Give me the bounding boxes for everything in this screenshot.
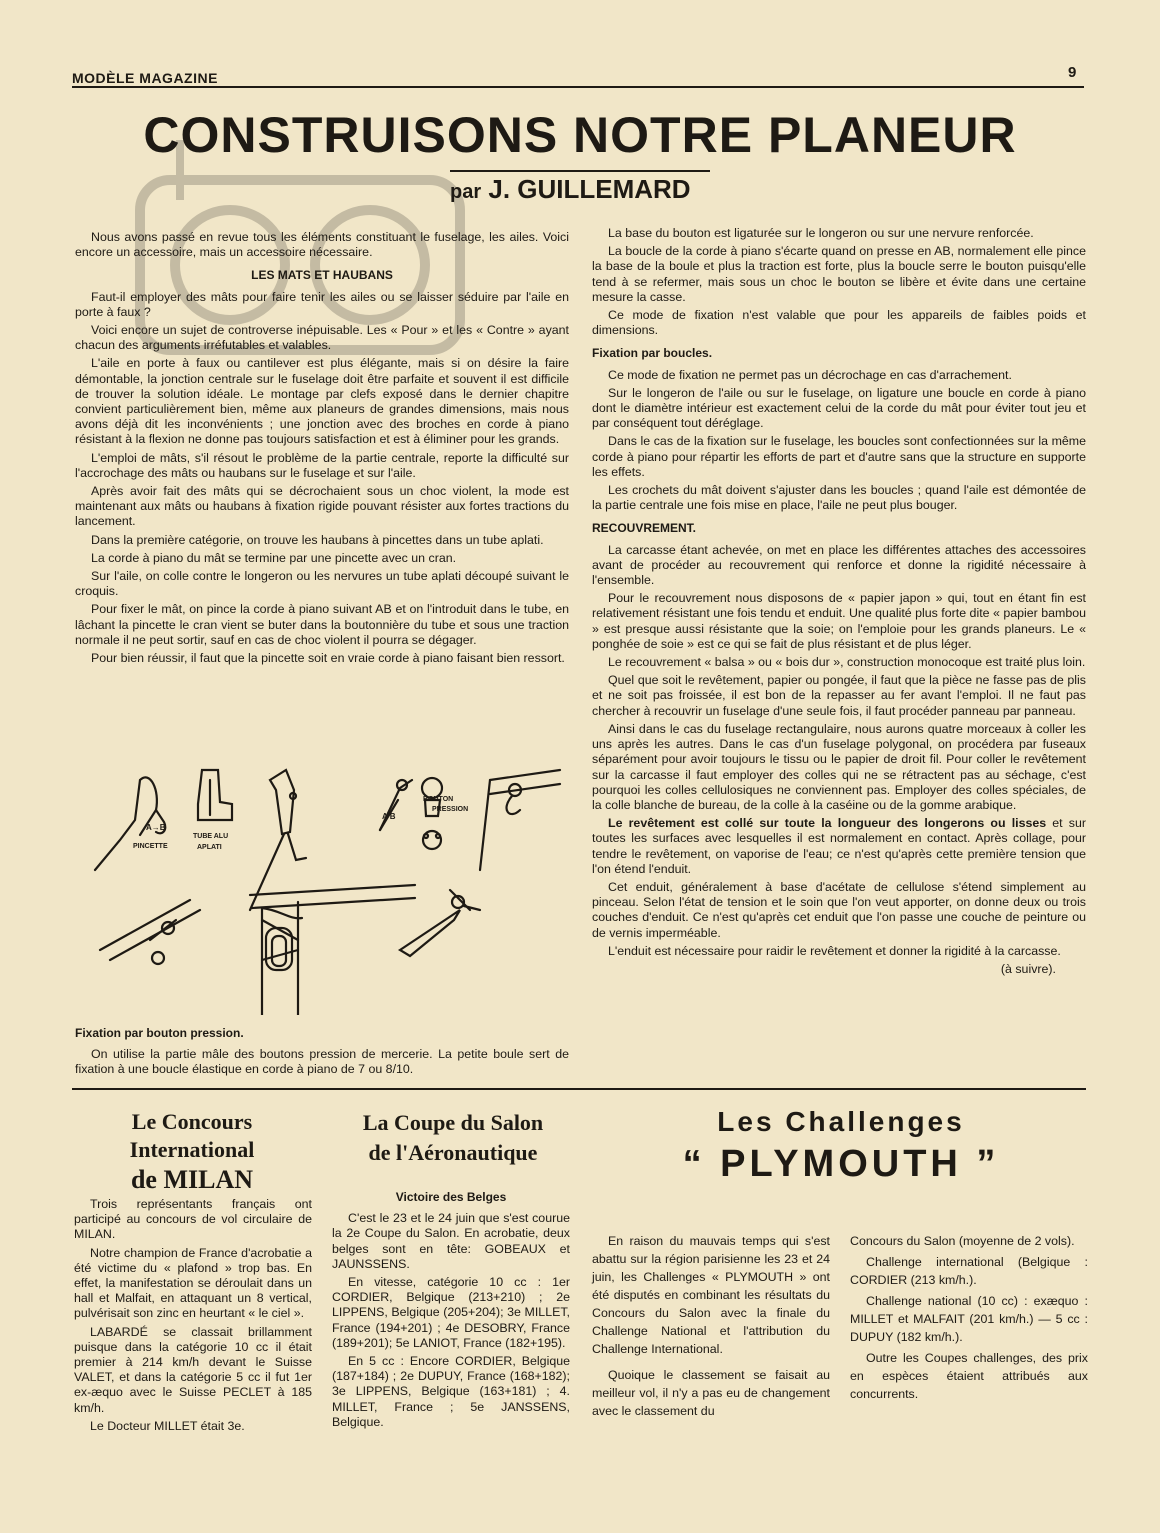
fig-label-tube: TUBE ALU <box>193 833 229 840</box>
fig-label-bouton: BOUTON <box>423 796 454 803</box>
coupe-column <box>332 1190 570 1433</box>
paragraph: La carcasse étant achevée, on met en place les différentes attaches des accessoires avant de procéder au recouvrement qui renforce et donne la rigidité nécessaire à l'ensemble. <box>592 542 1086 588</box>
paragraph: Notre champion de France d'acrobatie a été victime du « plafond » trop bas. En effet, la manifestation se déroulait dans un hall et Malfait, en attaquant un 8 vertical, pulvérisait son zinc en heurtant « le ciel ». <box>74 1245 312 1321</box>
milan-title <box>72 1108 312 1196</box>
technical-sketches-figure <box>80 760 580 1015</box>
section-heading-mats: LES MATS ET HAUBANS <box>251 268 393 283</box>
paragraph: Concours du Salon (moyenne de 2 vols). <box>850 1234 1075 1248</box>
bold-lead: Le revêtement est collé sur toute la longueur des longerons ou lisses <box>608 816 1047 831</box>
paragraph: L'aile en porte à faux ou cantilever est plus élégante, mais si on désire la faire démontable, la jonction centrale sur le fuselage doit être parfaite et souvent il est difficile de trouver la solution idéale. Le montage par clefs exposé dans le dernier chapitre convient particulièrement bien, même aux planeurs de grandes dimensions, mais nous avons déjà dit les inconvénients ; une jonction avec des broches en corde à piano résistant à la flexion ne donne pas toujours satisfaction et est à éliminer pour les grands. <box>75 356 569 447</box>
header-rule <box>72 86 1084 88</box>
paragraph: En 5 cc : Encore CORDIER, Belgique (187+184) ; 2e DUPUY, France (168+182); 3e LIPPENS, Belgique (163+181) ; 4. MILLET, France ; 5e JANSSENS, Belgique. <box>332 1354 570 1429</box>
paragraph: Dans la première catégorie, on trouve les haubans à pincettes dans un tube aplati. <box>91 532 544 547</box>
paragraph: C'est le 23 et le 24 juin que s'est courue la 2e Coupe du Salon. En acrobatie, deux belges sont en tête: GOBEAUX et JAUNSSENS. <box>332 1211 570 1271</box>
paragraph: Sur le longeron de l'aile ou sur le fuselage, on ligature une boucle en corde à piano dont le diamètre intérieur est exactement celui de la corde du mât pour éviter tout jeu et par conséquent tout déréglage. <box>592 385 1086 431</box>
paragraph: Faut-il employer des mâts pour faire tenir les ailes ou se laisser séduire par l'aile en porte à faux ? <box>75 289 569 319</box>
paragraph: La boucle de la corde à piano s'écarte quand on presse en AB, normalement elle pince la base de la boule et plus la traction est forte, plus la boucle serre le bouton puisqu'elle tend à se refermer, mais sous un choc le bouton se libère et évite dans une certaine mesure la casse. <box>592 244 1086 304</box>
fig-label-pression: PRESSION <box>432 806 469 813</box>
to-be-continued: (à suivre). <box>1000 961 1056 976</box>
paragraph: La base du bouton est ligaturée sur le longeron ou sur une nervure renforcée. <box>608 226 1034 240</box>
section-heading-bouton: Fixation par bouton pression. <box>75 1026 244 1040</box>
challenges-title-line2: “ PLYMOUTH ” <box>682 1143 1000 1185</box>
fig-label-aplati: APLATI <box>197 844 222 851</box>
paragraph: Challenge national (10 cc) : exæquo : MILLET et MALFAIT (201 km/h.) — 5 cc : DUPUY (182 km/h.). <box>850 1294 1088 1344</box>
paragraph: La corde à piano du mât se termine par une pincette avec un cran. <box>91 550 457 565</box>
paragraph: Pour bien réussir, il faut que la pincette soit en vraie corde à piano faisant bien ressort. <box>91 651 565 666</box>
paragraph: Cet enduit, généralement à base d'acétate de cellulose s'étend simplement au pinceau. Selon l'état de tension et le soin que l'on veut apporter, on donne deux ou trois couches d'enduit. Ce n'est qu'après cet enduit que l'on passe une couche de peinture ou de vernis imperméable. <box>592 879 1086 940</box>
paragraph: Après avoir fait des mâts qui se décrochaient sous un choc violent, la mode est maintenant aux mâts ou haubans à fixation rigide pouvant résister aux fortes tractions du lancement. <box>75 484 569 529</box>
section-heading-recouvrement: RECOUVREMENT. <box>592 521 697 536</box>
page-number: 9 <box>1068 64 1077 81</box>
article-title: CONSTRUISONS NOTRE PLANEUR <box>143 107 1017 163</box>
article-left-column-bottom <box>75 1026 569 1081</box>
section-divider <box>72 1088 1086 1090</box>
byline-prefix: par <box>450 181 482 203</box>
coupe-title-line1: La Coupe du Salon <box>362 1110 544 1135</box>
byline-author: J. GUILLEMARD <box>488 174 691 204</box>
paragraph: Pour le recouvrement nous disposons de « papier japon » qui, tout en étant fin est relativement résistant une fois tendu et enduit. Une qualité plus forte dite « papier bambou » est presque aussi résistante que la soie; on l'emploie pour les grands planeurs. Le « ponghée de soie » est ce qui se fait de plus résistant et de plus léger. <box>592 591 1086 651</box>
coupe-title <box>330 1108 576 1168</box>
paragraph: Pour fixer le mât, on pince la corde à piano suivant AB et on l'introduit dans le tube, en lâchant la pincette le cran vient se buter dans la boutonnière du tube et sous une traction normale il ne peut sortir, sauf en cas de choc violent il pourra se dégager. <box>75 602 569 647</box>
challenges-title-line1: Les Challenges <box>717 1106 965 1137</box>
paragraph: En vitesse, catégorie 10 cc : 1er CORDIER, Belgique (213+210) ; 2e LIPPENS, Belgique (205+204); 3e MILLET, France (194+201) ; 4e DESOBRY, France (189+201); 5e LANIOT, France (182+195). <box>332 1275 570 1350</box>
paragraph: Dans le cas de la fixation sur le fuselage, les boucles sont confectionnées sur la même corde à piano pour répartir les efforts de part et d'autre sans que la structure en supporte les effets. <box>592 434 1086 479</box>
byline <box>450 170 710 205</box>
challenges-column-1 <box>592 1232 830 1423</box>
magazine-name: MODÈLE MAGAZINE <box>72 70 218 86</box>
paragraph: Challenge international (Belgique : CORDIER (213 km/h.). <box>850 1255 1088 1287</box>
milan-title-line1: Le Concours International <box>129 1109 255 1162</box>
challenges-column-2 <box>850 1232 1088 1406</box>
paragraph: Outre les Coupes challenges, des prix en espèces étaient attribués aux concurrents. <box>850 1351 1088 1401</box>
paragraph: Ainsi dans le cas du fuselage rectangulaire, nous aurons quatre morceaux à coller les uns après les autres. Dans le cas d'un fuselage polygonal, on procédera par fuseaux séparément pour avoir toujours le tissu ou le papier de droit fil. Pour coller le revêtement sur la carcasse il faut employer des colles qui ne se rétractent pas au séchage, c'est pourquoi les colles cellulosiques ne conviennent pas. Employer des colles spéciales, de la colle blanche de bureau, de la colle à la caséine ou de la gomme arabique. <box>592 721 1086 812</box>
paragraph: Ce mode de fixation ne permet pas un décrochage en cas d'arrachement. <box>608 367 1012 382</box>
paragraph: Trois représentants français ont participé au concours de vol circulaire de MILAN. <box>74 1197 312 1242</box>
paragraph: On utilise la partie mâle des boutons pression de mercerie. La petite boule sert de fixation à une boucle élastique en corde à piano de 7 ou 8/10. <box>75 1047 569 1077</box>
section-heading-boucles: Fixation par boucles. <box>592 346 713 361</box>
fig-label-pincette: PINCETTE <box>133 843 168 850</box>
paragraph: L'enduit est nécessaire pour raidir le revêtement et donner la rigidité à la carcasse. <box>608 943 1061 958</box>
paragraph: Le Docteur MILLET était 3e. <box>90 1418 245 1433</box>
article-left-column <box>75 230 569 669</box>
paragraph: Nous avons passé en revue tous les éléments constituant le fuselage, les ailes. Voici encore un accessoire, mais un accessoire nécessaire. <box>75 230 569 260</box>
paragraph: LABARDÉ se classait brillamment puisque dans la catégorie 10 cc il était premier à 214 km/h devant le Suisse VALET, et dans la catégorie 5 cc il fut 1er ex-æquo avec le Suisse PECLET à 185 km/h. <box>74 1324 312 1415</box>
paragraph: Voici encore un sujet de controverse inépuisable. Les « Pour » et les « Contre » ayant chacun des arguments irréfutables et valables. <box>75 323 569 353</box>
paragraph-bold-lead <box>592 816 1086 877</box>
paragraph: Le recouvrement « balsa » ou « bois dur », construction monocoque est traité plus loin. <box>608 655 1086 670</box>
paragraph: Ce mode de fixation n'est valable que pour les appareils de faibles poids et dimensions. <box>592 308 1086 338</box>
article-right-column <box>592 226 1086 977</box>
paragraph: Les crochets du mât doivent s'ajuster dans les boucles ; quand l'aile est démontée de la partie centrale une fois mise en place, l'aile ne peut plus bouger. <box>592 483 1086 513</box>
coupe-title-line2: de l'Aéronautique <box>368 1140 538 1165</box>
paragraph: En raison du mauvais temps qui s'est abattu sur la région parisienne les 23 et 24 juin, les Challenges « PLYMOUTH » ont été disputés en combinant les résultats du Concours du Salon avec la finale du Challenge National et l'attribution du Challenge International. <box>592 1234 830 1356</box>
fig-label-ab-2: A B <box>382 812 396 821</box>
fig-label-ab: A→B <box>146 823 166 832</box>
milan-column <box>74 1197 312 1437</box>
milan-title-line2: de MILAN <box>130 1165 254 1194</box>
paragraph: Quel que soit le revêtement, papier ou pongée, il faut que la pièce ne fasse pas de plis et ne soit pas froissée, il est bon de la repasser au fer avant l'emploi. Il ne faut pas chercher à recouvrir un fuselage d'une seule fois, il faut procéder panneau par panneau. <box>592 673 1086 718</box>
paragraph: L'emploi de mâts, s'il résout le problème de la partie centrale, reporte la difficulté sur l'accrochage des mâts ou haubans sur le fuselage et sur l'aile. <box>75 450 569 480</box>
paragraph-rest: et sur toutes les surfaces avec lesquelles il est normalement en contact. Après collage, pour tendre le revêtement, on vaporise de l'eau; ce n'est qu'après cette première tension que l'on étend l'enduit. <box>592 816 1086 876</box>
coupe-subtitle: Victoire des Belges <box>395 1190 507 1204</box>
paragraph: Quoique le classement se faisait au meilleur vol, il n'y a pas eu de changement avec le classement du <box>592 1368 830 1418</box>
paragraph: Sur l'aile, on colle contre le longeron ou les nervures un tube aplati découpé suivant le croquis. <box>75 569 569 599</box>
challenges-title <box>596 1104 1086 1188</box>
